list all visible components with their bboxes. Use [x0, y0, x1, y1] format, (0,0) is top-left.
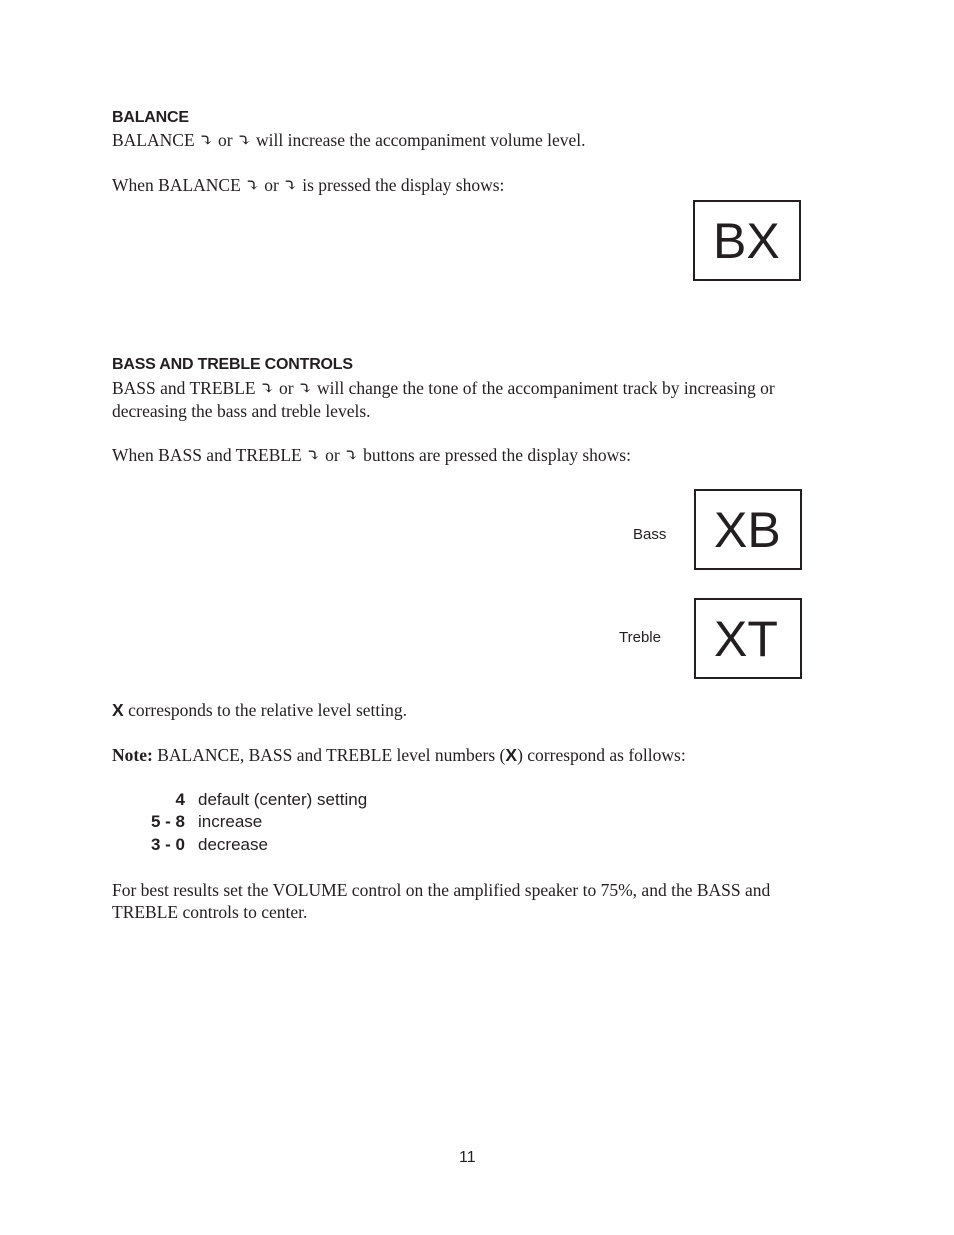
level-number: 3 - 0 — [150, 835, 185, 854]
bass-display-text: XB — [714, 501, 781, 558]
level-description: decrease — [198, 835, 268, 854]
note-paragraph — [112, 744, 686, 767]
bass-treble-display-intro: When BASS and TREBLE ⤵ or ⤵ buttons are pressed the display shows: — [112, 445, 631, 465]
level-description: increase — [198, 812, 263, 831]
x-note — [112, 699, 407, 722]
note-x-symbol: X — [505, 745, 518, 765]
level-description: default (center) setting — [198, 790, 368, 809]
treble-display-text: XT — [714, 610, 778, 667]
bass-treble-description-line2: decreasing the bass and treble levels. — [112, 401, 371, 421]
page-number: 11 — [459, 1149, 476, 1166]
x-symbol: X — [112, 700, 124, 720]
note-text-after: ) correspond as follows: — [517, 745, 686, 765]
note-text-before: BALANCE, BASS and TREBLE level numbers ( — [152, 745, 506, 765]
bass-treble-description-line1: BASS and TREBLE ⤵ or ⤵ will change the tone of the accompaniment track by increasing or — [112, 378, 775, 398]
level-number: 5 - 8 — [150, 812, 185, 831]
bass-treble-heading: BASS AND TREBLE CONTROLS — [112, 356, 353, 373]
balance-display-intro: When BALANCE ⤵ or ⤵ is pressed the display shows: — [112, 175, 505, 195]
treble-display-box — [694, 598, 802, 679]
treble-label: Treble — [619, 629, 661, 646]
note-label: Note: — [112, 745, 153, 765]
bass-label: Bass — [633, 526, 667, 543]
x-note-text: corresponds to the relative level setting. — [123, 700, 408, 720]
bass-display-box — [694, 489, 802, 570]
best-results-line2: TREBLE controls to center. — [112, 902, 308, 922]
best-results-line1: For best results set the VOLUME control on the amplified speaker to 75%, and the BASS and — [112, 880, 771, 900]
balance-display-box — [693, 200, 801, 281]
level-number: 4 — [175, 790, 185, 809]
balance-heading: BALANCE — [112, 109, 189, 126]
balance-description: BALANCE ⤵ or ⤵ will increase the accompaniment volume level. — [112, 130, 586, 150]
balance-display-text: BX — [713, 212, 780, 269]
